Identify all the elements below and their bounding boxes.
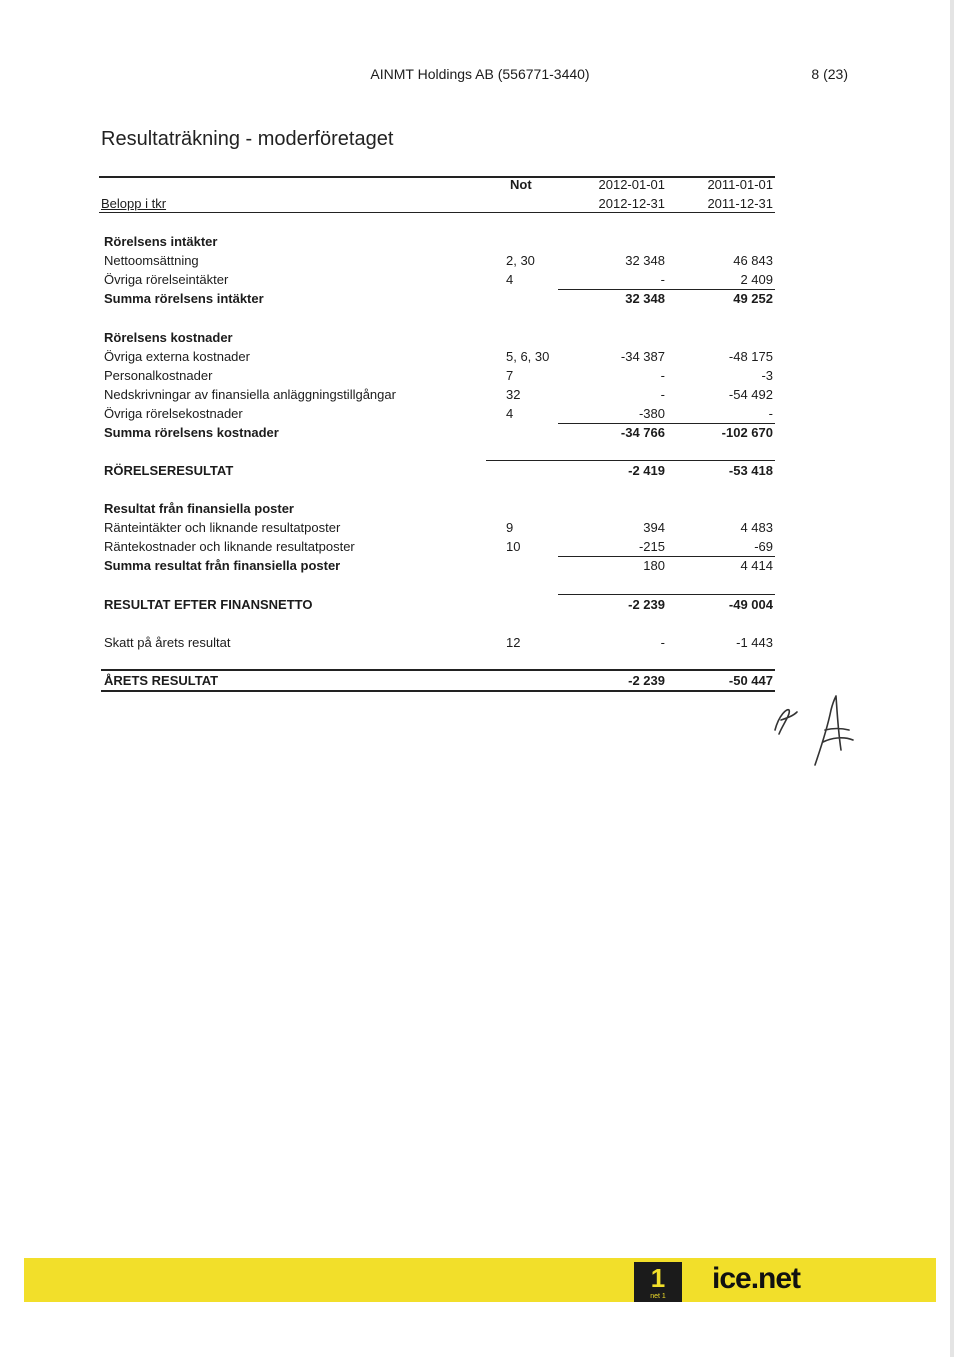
section-heading-financial: Resultat från finansiella poster	[104, 501, 294, 516]
header-bottom-rule	[99, 212, 775, 213]
operating-result-2011: -53 418	[728, 463, 773, 478]
subtotal-value-2012: 180	[643, 558, 665, 573]
row-label: Ränteintäkter och liknande resultatposter	[104, 520, 341, 535]
annual-result-2012: -2 239	[628, 673, 665, 688]
col-2012-from: 2012-01-01	[598, 177, 665, 192]
note-column-header: Not	[510, 177, 532, 192]
subtotal-value-2011: 4 414	[740, 558, 773, 573]
row-label: Nedskrivningar av finansiella anläggningstillgångar	[104, 387, 396, 402]
row-value-2011: -1 443	[736, 635, 773, 650]
page-number: 8 (23)	[811, 66, 848, 82]
page-edge	[950, 0, 954, 1357]
row-value-2012: -	[660, 635, 665, 650]
section-heading-costs: Rörelsens kostnader	[104, 330, 233, 345]
row-note: 12	[506, 635, 521, 650]
row-value-2011: -	[768, 406, 773, 421]
net1-logo-digit: 1	[650, 1263, 666, 1293]
row-label: Räntekostnader och liknande resultatposter	[104, 539, 355, 554]
row-value-2012: -	[660, 368, 665, 383]
result-after-financial-2011: -49 004	[728, 597, 773, 612]
row-value-2012: 32 348	[625, 253, 665, 268]
row-value-2011: 2 409	[740, 272, 773, 287]
annual-result-2011: -50 447	[728, 673, 773, 688]
icenet-logo-text: ice.net	[712, 1262, 801, 1295]
result-rule	[558, 594, 775, 595]
row-value-2011: -48 175	[728, 349, 773, 364]
row-label: Personalkostnader	[104, 368, 213, 383]
annual-result-label: ÅRETS RESULTAT	[104, 673, 219, 688]
unit-label: Belopp i tkr	[101, 196, 167, 211]
row-value-2012: -	[660, 272, 665, 287]
signature-initials	[765, 690, 865, 770]
subtotal-value-2011: -102 670	[721, 425, 773, 440]
row-label: Övriga externa kostnader	[104, 349, 250, 364]
row-label: Övriga rörelseintäkter	[104, 272, 229, 287]
row-value-2012: -34 387	[620, 349, 665, 364]
col-2011-to: 2011-12-31	[707, 196, 773, 211]
subtotal-value-2011: 49 252	[733, 291, 773, 306]
row-value-2012: 394	[643, 520, 665, 535]
subtotal-label: Summa resultat från finansiella poster	[104, 558, 341, 573]
row-note: 32	[506, 387, 521, 402]
row-note: 5, 6, 30	[506, 349, 550, 364]
final-result-bottom-rule	[101, 690, 775, 692]
result-after-financial-2012: -2 239	[628, 597, 665, 612]
subtotal-rule	[558, 289, 775, 290]
net1-logo-subtext: net 1	[650, 1293, 666, 1300]
col-2011-from: 2011-01-01	[707, 177, 773, 192]
company-header: AINMT Holdings AB (556771-3440)	[370, 66, 590, 82]
subtotal-label: Summa rörelsens intäkter	[104, 291, 264, 306]
subtotal-value-2012: 32 348	[625, 291, 665, 306]
subtotal-value-2012: -34 766	[620, 425, 665, 440]
subtotal-rule	[558, 423, 775, 424]
subtotal-label: Summa rörelsens kostnader	[104, 425, 279, 440]
page-title: Resultaträkning - moderföretaget	[101, 128, 394, 150]
row-note: 9	[506, 520, 514, 535]
section-heading-revenue: Rörelsens intäkter	[104, 234, 218, 249]
row-value-2012: -	[660, 387, 665, 402]
row-label: Skatt på årets resultat	[104, 635, 231, 650]
final-result-top-rule	[101, 669, 775, 671]
row-label: Nettoomsättning	[104, 253, 199, 268]
row-value-2012: -380	[638, 406, 665, 421]
result-rule	[486, 460, 775, 461]
row-value-2011: -3	[761, 368, 773, 383]
subtotal-rule	[558, 556, 775, 557]
row-value-2011: -54 492	[728, 387, 773, 402]
result-after-financial-label: RESULTAT EFTER FINANSNETTO	[104, 597, 313, 612]
operating-result-label: RÖRELSERESULTAT	[104, 463, 234, 478]
row-value-2011: 4 483	[740, 520, 773, 535]
row-note: 2, 30	[506, 253, 535, 268]
row-note: 4	[506, 406, 514, 421]
row-label: Övriga rörelsekostnader	[104, 406, 243, 421]
col-2012-to: 2012-12-31	[598, 196, 665, 211]
row-note: 4	[506, 272, 514, 287]
row-value-2011: 46 843	[733, 253, 773, 268]
operating-result-2012: -2 419	[628, 463, 665, 478]
row-note: 7	[506, 368, 514, 383]
row-value-2012: -215	[638, 539, 665, 554]
row-note: 10	[506, 539, 521, 554]
row-value-2011: -69	[754, 539, 773, 554]
